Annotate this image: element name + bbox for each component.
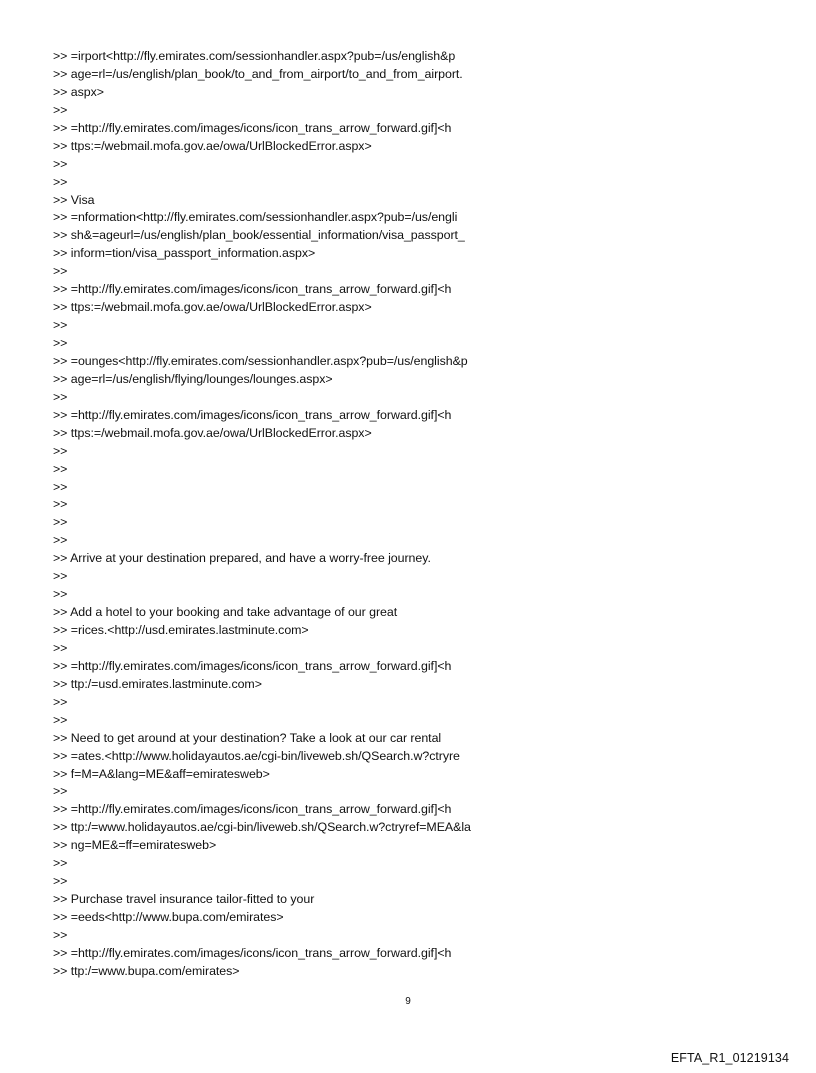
- text-line: >> f=M=A&lang=ME&aff=emiratesweb>: [53, 766, 270, 781]
- text-line: >>: [53, 336, 68, 350]
- text-line: >> ng=ME&=ff=emiratesweb>: [53, 838, 217, 853]
- text-line: >> ttp:/=www.bupa.com/emirates>: [53, 963, 240, 978]
- text-line: >> =http://fly.emirates.com/images/icons/icon_trans_arrow_forward.gif]<h: [53, 120, 452, 135]
- text-line: >>: [53, 515, 68, 530]
- text-line: >> =nformation<http://fly.emirates.com/sessionhandler.aspx?pub=/us/engli: [53, 210, 458, 225]
- text-line: >>: [53, 264, 68, 279]
- text-line: >> =irport<http://fly.emirates.com/sessionhandler.aspx?pub=/us/english&p: [53, 49, 456, 63]
- text-line: >> aspx>: [53, 84, 104, 99]
- text-line: >>: [53, 874, 68, 889]
- text-line: >> age=rl=/us/english/plan_book/to_and_from_airport/to_and_from_airport.: [53, 66, 463, 81]
- text-line: >> age=rl=/us/english/flying/lounges/lounges.aspx>: [53, 371, 333, 386]
- text-line: >>: [53, 856, 68, 871]
- text-line: >> =eeds<http://www.bupa.com/emirates>: [53, 910, 284, 924]
- text-line: >>: [53, 569, 68, 584]
- text-line: >>: [53, 102, 68, 117]
- page-number: 9: [405, 996, 411, 1007]
- text-line: >>: [53, 587, 68, 602]
- text-line: >>: [53, 389, 68, 404]
- text-line: >> =http://fly.emirates.com/images/icons/icon_trans_arrow_forward.gif]<h: [53, 802, 452, 817]
- text-line: >> Need to get around at your destination? Take a look at our car rental: [53, 730, 442, 745]
- text-line: >>: [53, 479, 68, 494]
- text-line: >> =ates.<http://www.holidayautos.ae/cgi-bin/liveweb.sh/QSearch.w?ctryre: [53, 748, 460, 763]
- document-id: EFTA_R1_01219134: [670, 1051, 789, 1065]
- text-line: >> Purchase travel insurance tailor-fitted to your: [53, 892, 315, 907]
- text-line: >> =rices.<http://usd.emirates.lastminute.com>: [53, 623, 309, 637]
- text-line: >> =ounges<http://fly.emirates.com/sessionhandler.aspx?pub=/us/english&p: [53, 353, 468, 368]
- text-line: >> Add a hotel to your booking and take advantage of our great: [53, 605, 398, 620]
- text-line: >>: [53, 927, 68, 942]
- text-line: >>: [53, 461, 68, 476]
- text-line: >> inform=tion/visa_passport_information.aspx>: [53, 246, 316, 261]
- text-line: >>: [53, 712, 68, 727]
- text-line: >> ttps:=/webmail.mofa.gov.ae/owa/UrlBlockedError.aspx>: [53, 300, 372, 315]
- text-line: >> =http://fly.emirates.com/images/icons/icon_trans_arrow_forward.gif]<h: [53, 945, 452, 960]
- text-line: >> Arrive at your destination prepared, and have a worry-free journey.: [53, 551, 431, 566]
- text-line: >>: [53, 640, 68, 655]
- text-line: >> ttps:=/webmail.mofa.gov.ae/owa/UrlBlockedError.aspx>: [53, 425, 372, 440]
- text-line: >>: [53, 174, 68, 189]
- text-line: >> ttps:=/webmail.mofa.gov.ae/owa/UrlBlockedError.aspx>: [53, 138, 372, 153]
- text-line: >>: [53, 318, 68, 333]
- text-line: >> ttp:/=usd.emirates.lastminute.com>: [53, 676, 262, 691]
- text-line: >>: [53, 443, 68, 458]
- text-line: >> Visa: [53, 192, 95, 207]
- text-line: >>: [53, 784, 68, 799]
- text-line: >>: [53, 497, 68, 512]
- text-line: >> sh&=ageurl=/us/english/plan_book/essential_information/visa_passport_: [53, 228, 465, 243]
- text-line: >> =http://fly.emirates.com/images/icons/icon_trans_arrow_forward.gif]<h: [53, 407, 452, 422]
- text-line: >> =http://fly.emirates.com/images/icons/icon_trans_arrow_forward.gif]<h: [53, 282, 452, 297]
- text-line: >> =http://fly.emirates.com/images/icons/icon_trans_arrow_forward.gif]<h: [53, 658, 452, 673]
- text-line: >> ttp:/=www.holidayautos.ae/cgi-bin/liveweb.sh/QSearch.w?ctryref=MEA&la: [53, 820, 471, 835]
- text-line: >>: [53, 694, 68, 709]
- text-line: >>: [53, 533, 68, 548]
- text-line: >>: [53, 156, 68, 171]
- document-body: [53, 48, 793, 981]
